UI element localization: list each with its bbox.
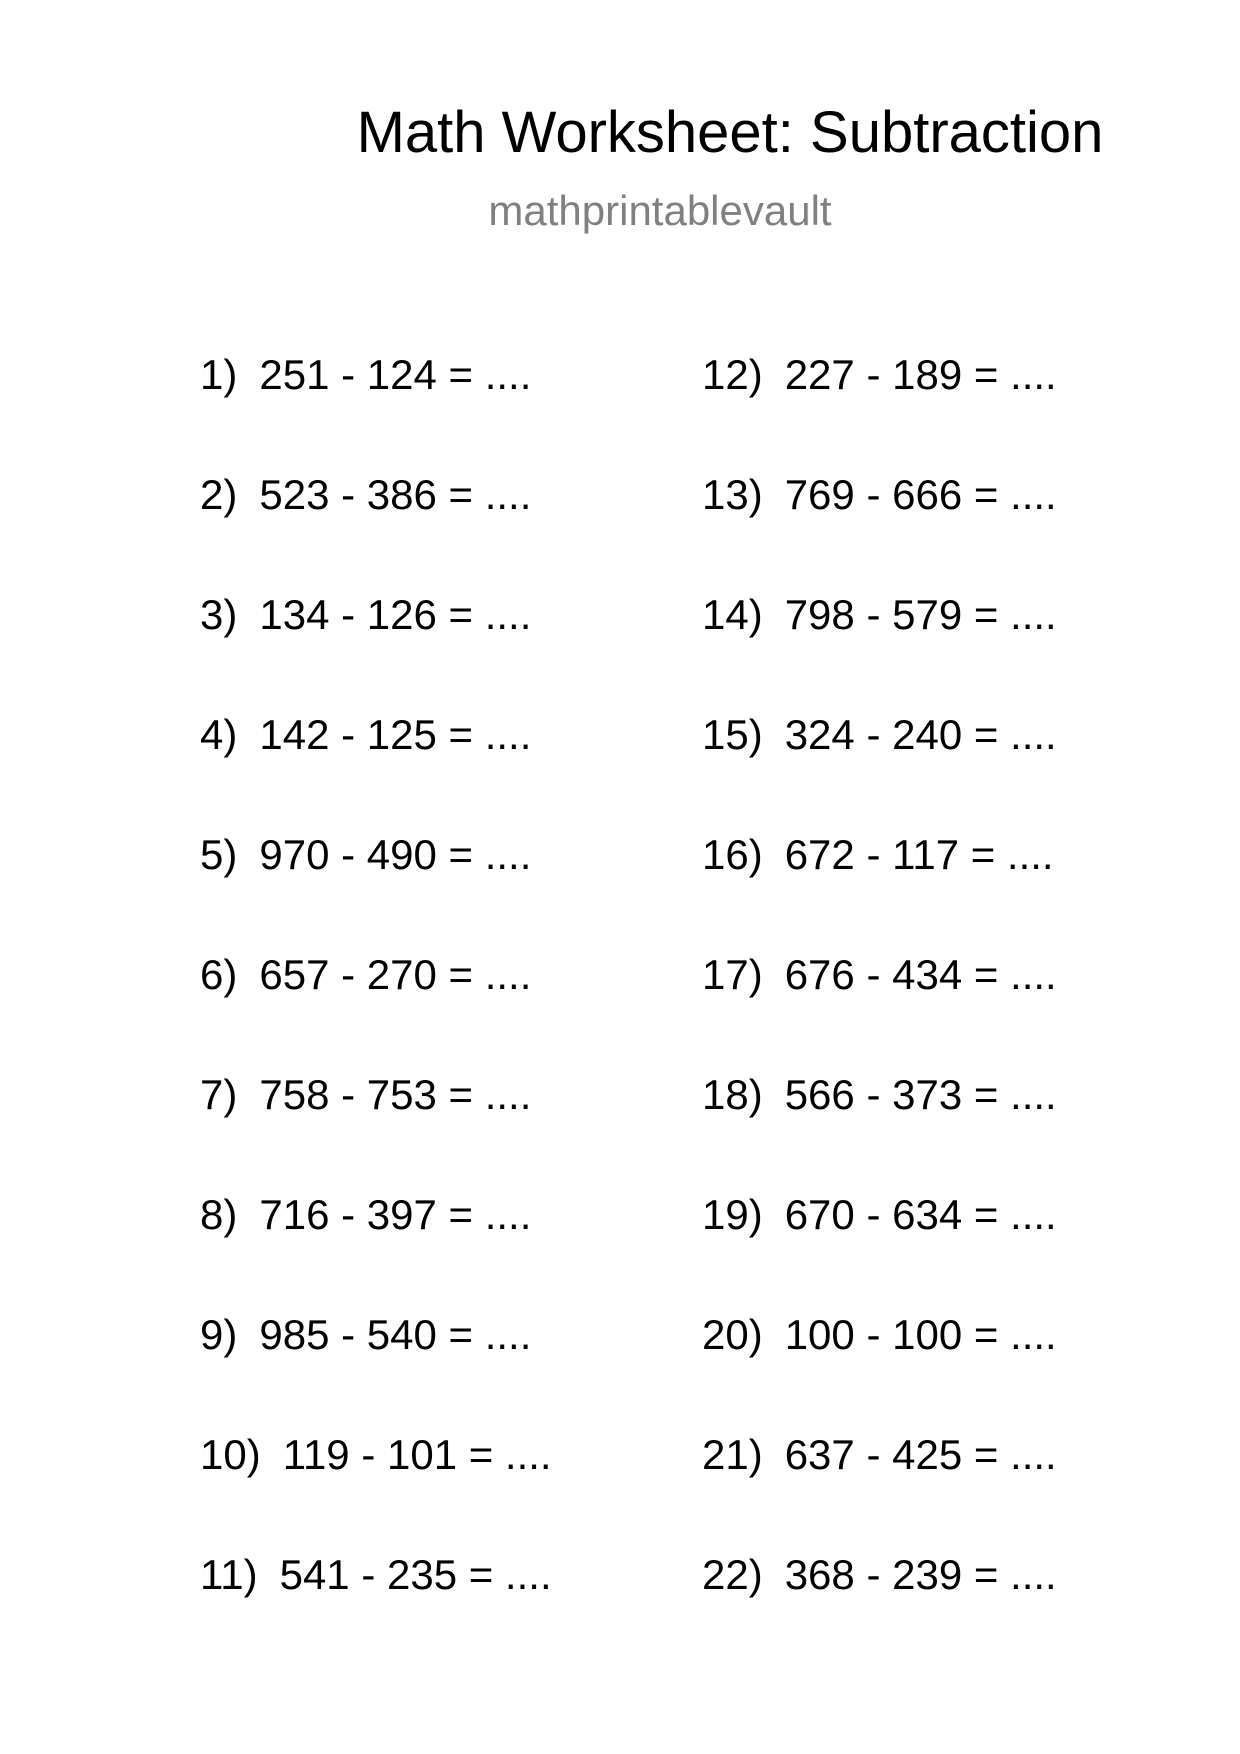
- problem-1: [200, 350, 660, 470]
- problem-number: 9): [200, 1311, 238, 1358]
- problem-22: [702, 1550, 1162, 1670]
- problem-10: [200, 1430, 660, 1550]
- problem-expression: 798 - 579 = ....: [784, 591, 1057, 638]
- problem-number: 4): [200, 711, 238, 758]
- problem-column-right: [702, 350, 1162, 1670]
- problem-expression: 134 - 126 = ....: [259, 591, 532, 638]
- problem-number: 18): [702, 1071, 763, 1118]
- problem-expression: 100 - 100 = ....: [784, 1311, 1057, 1358]
- problem-expression: 142 - 125 = ....: [259, 711, 532, 758]
- problem-8: [200, 1190, 660, 1310]
- problem-number: 13): [702, 471, 763, 518]
- problem-expression: 251 - 124 = ....: [259, 351, 532, 398]
- problem-number: 21): [702, 1431, 763, 1478]
- problem-expression: 672 - 117 = ....: [784, 831, 1054, 878]
- problem-13: [702, 470, 1162, 590]
- problem-number: 1): [200, 351, 238, 398]
- problem-9: [200, 1310, 660, 1430]
- problem-expression: 523 - 386 = ....: [259, 471, 532, 518]
- problem-number: 2): [200, 471, 238, 518]
- problem-expression: 368 - 239 = ....: [784, 1551, 1057, 1598]
- problem-number: 19): [702, 1191, 763, 1238]
- problem-number: 17): [702, 951, 763, 998]
- problem-expression: 657 - 270 = ....: [259, 951, 532, 998]
- problem-expression: 637 - 425 = ....: [784, 1431, 1057, 1478]
- problem-17: [702, 950, 1162, 1070]
- problem-expression: 670 - 634 = ....: [784, 1191, 1057, 1238]
- problem-expression: 566 - 373 = ....: [784, 1071, 1057, 1118]
- problem-expression: 769 - 666 = ....: [784, 471, 1057, 518]
- problem-number: 14): [702, 591, 763, 638]
- problem-21: [702, 1430, 1162, 1550]
- problem-11: [200, 1550, 660, 1670]
- problem-2: [200, 470, 660, 590]
- page-subtitle: mathprintablevault: [488, 187, 832, 234]
- problem-6: [200, 950, 660, 1070]
- problem-number: 20): [702, 1311, 763, 1358]
- problem-expression: 324 - 240 = ....: [784, 711, 1057, 758]
- problem-number: 8): [200, 1191, 238, 1238]
- problem-number: 22): [702, 1551, 763, 1598]
- problem-expression: 716 - 397 = ....: [259, 1191, 532, 1238]
- problem-expression: 119 - 101 = ....: [282, 1431, 552, 1478]
- problem-16: [702, 830, 1162, 950]
- problem-number: 6): [200, 951, 238, 998]
- problem-number: 15): [702, 711, 763, 758]
- problem-19: [702, 1190, 1162, 1310]
- problem-3: [200, 590, 660, 710]
- problem-number: 10): [200, 1431, 261, 1478]
- page-title: Math Worksheet: Subtraction: [356, 100, 1104, 165]
- problem-number: 11): [200, 1551, 258, 1598]
- problem-number: 7): [200, 1071, 238, 1118]
- problem-column-left: [200, 350, 660, 1670]
- problem-14: [702, 590, 1162, 710]
- problem-number: 5): [200, 831, 238, 878]
- problem-number: 12): [702, 351, 763, 398]
- problem-expression: 970 - 490 = ....: [259, 831, 532, 878]
- problem-20: [702, 1310, 1162, 1430]
- problem-5: [200, 830, 660, 950]
- problem-4: [200, 710, 660, 830]
- problem-number: 3): [200, 591, 238, 638]
- problem-expression: 541 - 235 = ....: [279, 1551, 552, 1598]
- problem-expression: 227 - 189 = ....: [784, 351, 1057, 398]
- problem-expression: 985 - 540 = ....: [259, 1311, 532, 1358]
- problem-12: [702, 350, 1162, 470]
- problem-7: [200, 1070, 660, 1190]
- problem-expression: 676 - 434 = ....: [784, 951, 1057, 998]
- problem-15: [702, 710, 1162, 830]
- problem-expression: 758 - 753 = ....: [259, 1071, 532, 1118]
- problem-number: 16): [702, 831, 763, 878]
- problem-18: [702, 1070, 1162, 1190]
